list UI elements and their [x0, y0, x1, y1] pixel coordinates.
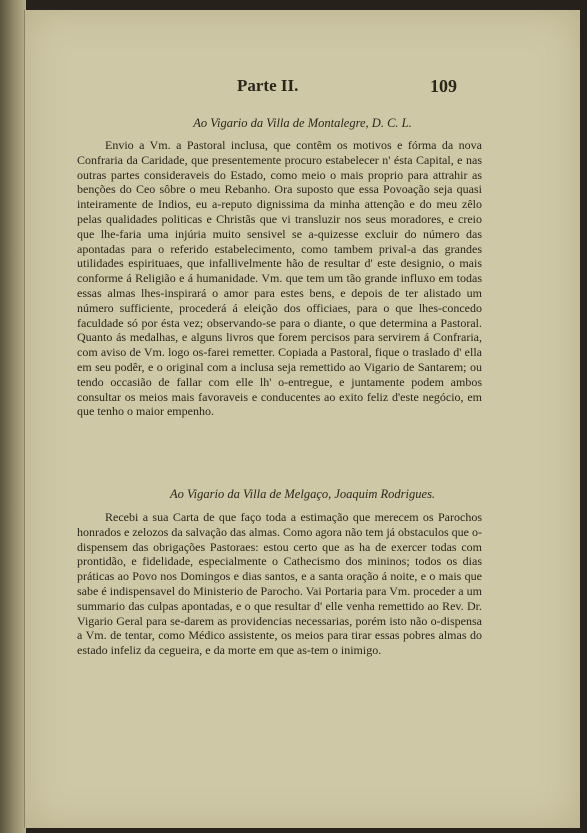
page-number: 109	[430, 76, 457, 96]
letter-heading-montalegre: Ao Vigario da Villa de Montalegre, D. C. L.	[193, 116, 412, 130]
book-page	[24, 10, 580, 828]
section-title: Parte II.	[237, 76, 299, 95]
running-header	[25, 76, 580, 100]
letter-body-montalegre	[77, 138, 482, 419]
letter-heading-melgaco: Ao Vigario da Villa de Melgaço, Joaquim Rodrigues.	[169, 487, 436, 501]
letter-paragraph: Recebi a sua Carta de que faço toda a estimação que merecem os Parochos honrados e zelozos da salvação das almas. Como agora não tem já obstaculos que o-dispensem das obrigações Pastoraes: estou certo que as ha de exercer todas com prontidão, e fidelidade, especialmente o Cathecismo dos mininos; todos os dias práticas ao Povo nos Domingos e dias santos, e a santa oração á noite, e o mais que sabe é indispensavel do Ministerio de Parocho. Vai Portaria para Vm. proceder a um summario das culpas apontadas, e o que resultar d' elle venha remettido ao Rev. Dr. Vigario Geral para se-darem as providencias necessarias, porém isto não o-dispensa a Vm. de tentar, como Médico assistente, os meios para tirar essas pobres almas do estado infeliz da cegueira, e da morte em que as-tem o inimigo.	[77, 510, 482, 658]
letter-paragraph: Envio a Vm. a Pastoral inclusa, que contêm os motivos e fórma da nova Confraria da Caridade, que presentemente procuro estabelecer n' ésta Capital, e nas outras partes consideraveis do Estado, como meio o mais proprio para attrahir as benções do Ceo sôbre o meu Rebanho. Ora suposto que essa Povoação seja quasi inteiramente de Indios, eu a-reputo dignissima da minha attenção e do meu zêlo pelas qualidades politicas e Christãs que vi transluzir nos seus moradores, e creio que lhe-faria uma injúria muito sensivel se a-quizesse excluir do número das apontadas para o referido estabelecimento, como tambem prival-a das grandes utilidades espirituaes, que infallivelmente hão de resultar d' este designio, o mais conforme á Religião e á humanidade. Vm. que tem um tão grande influxo em todas essas almas lhes-inspirará o amor para estes bens, e depois de ter alistado um número sufficiente, procederá á eleição dos officiaes, para o que lhes-concedo faculdade só por ésta vez; observando-se para o diante, o que determina a Pastoral. Quanto ás medalhas, e alguns livros que forem percisos para servirem á Confraria, com aviso de Vm. logo os-farei remetter. Copiada a Pastoral, fique o traslado d' ella em seu podêr, e o original com a inclusa seja remettido ao Vigario de Santarem; ou tendo occasião de fallar com elle lh' o-entregue, e juntamente podem ambos consultar os meios mais favoraveis e conducentes ao exito feliz d'este negócio, em que tenho o maior empenho.	[77, 138, 482, 419]
letter-body-melgaco	[77, 510, 482, 658]
book-spine-edge	[0, 0, 26, 833]
